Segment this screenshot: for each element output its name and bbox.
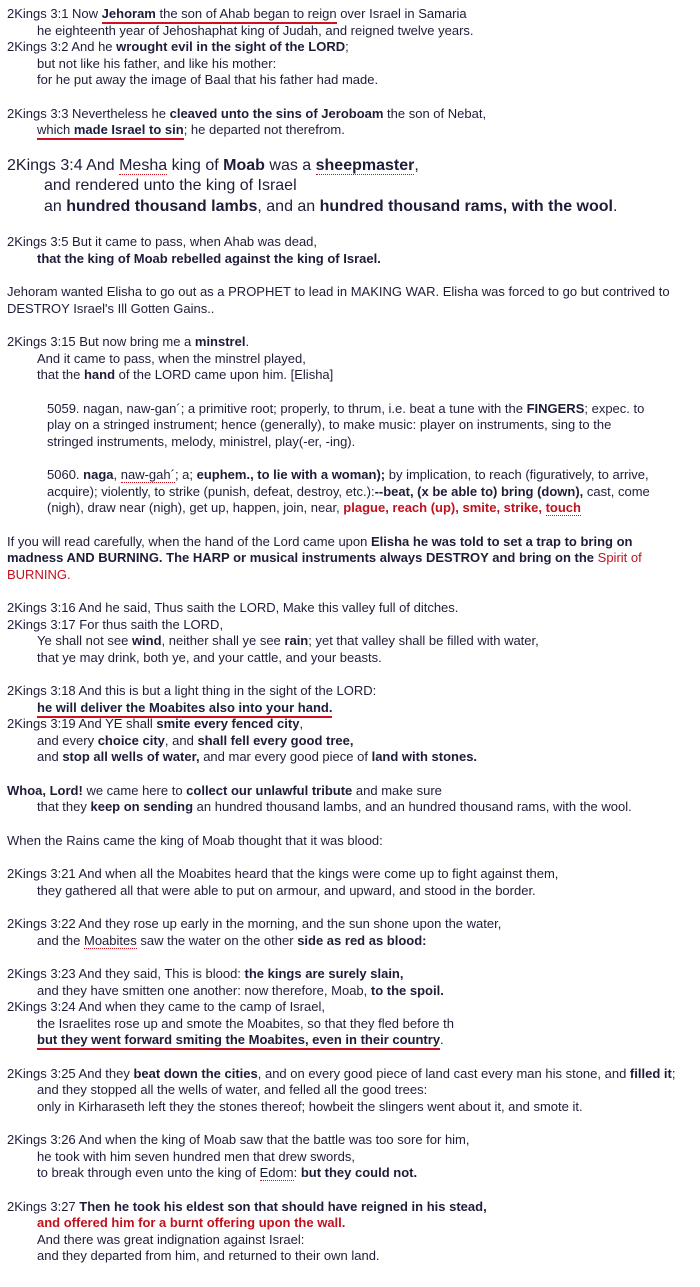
text-segment: over Israel in Samaria: [336, 6, 467, 21]
verse-paragraph: [7, 683, 692, 766]
text-segment: keep on sending: [90, 799, 194, 814]
text-segment: the son of Ahab began to reign: [156, 6, 337, 24]
text-line: [7, 916, 692, 933]
text-line: [47, 401, 652, 451]
text-segment: , and: [164, 732, 198, 748]
text-segment: wind: [131, 633, 162, 648]
text-line: [7, 933, 692, 950]
text-segment: naw-gah´: [120, 467, 175, 482]
text-segment: and they stopped all the wells of water, and felled all the good trees:: [37, 1082, 428, 1097]
text-segment: cleaved unto the sins of Jeroboam: [169, 105, 384, 121]
text-segment: Moab: [223, 156, 265, 174]
text-segment: but not like his father, and like his mother:: [37, 55, 277, 71]
text-line: [7, 799, 692, 816]
text-line: [7, 56, 692, 73]
text-segment: he took with him seven hundred men that drew swords,: [37, 1148, 355, 1164]
text-segment: 2Kings 3:22 And they rose up early in the morning, and the sun shone upon the water,: [7, 916, 502, 931]
text-line: [7, 1032, 692, 1049]
text-line: [7, 351, 692, 368]
verse-paragraph: [7, 156, 692, 218]
text-segment: Edom: [259, 1165, 294, 1180]
text-segment: beat down the cities: [133, 1065, 258, 1081]
text-segment: the Israelites rose up and smote the Moabites, so that they fled before th: [37, 1015, 454, 1031]
text-segment: he eighteenth year of Jehoshaphat king of Judah, and reigned twelve years.: [37, 22, 474, 38]
text-line: [7, 23, 692, 40]
text-segment: by implication, to reach (figuratively, to arrive, acquire); violently, to strike (punish, defeat, destroy, etc.):: [47, 467, 649, 499]
text-line: [7, 334, 692, 351]
text-segment: Elisha he was told to set a trap to bring on madness AND BURNING. The HARP or musical instruments always DESTROY and bring on the: [7, 533, 633, 565]
text-segment: of the LORD came upon him. [Elisha]: [115, 367, 334, 382]
text-line: [7, 122, 692, 139]
text-segment: sheepmaster: [315, 156, 415, 174]
text-segment: And there was great indignation against Israel:: [37, 1231, 305, 1247]
text-line: [7, 617, 692, 634]
text-segment: 2Kings 3:17 For thus saith the LORD,: [7, 616, 224, 632]
text-segment: was a: [264, 156, 316, 174]
text-segment: hundred thousand lambs: [66, 197, 258, 215]
text-line: [7, 700, 692, 717]
text-segment: ,: [299, 716, 304, 731]
verse-paragraph: [7, 600, 692, 666]
text-segment: If you will read carefully, when the hand of the Lord came upon: [7, 533, 371, 549]
text-line: [7, 883, 692, 900]
text-line: [7, 1165, 692, 1182]
verse-paragraph: [7, 1199, 692, 1265]
text-segment: ,: [414, 156, 419, 174]
text-line: [7, 176, 692, 197]
text-segment: And it came to pass, when the minstrel played,: [37, 350, 306, 366]
text-segment: and they have smitten one another: now therefore, Moab,: [37, 982, 371, 998]
text-segment: and offered him for a burnt offering upon the wall.: [37, 1215, 346, 1230]
text-segment: rain: [284, 633, 309, 648]
verse-paragraph: [7, 833, 692, 850]
text-segment: and they departed from him, and returned to their own land.: [37, 1248, 380, 1263]
text-segment: and mar every good piece of: [199, 749, 372, 764]
text-segment: 2Kings 3:26 And when the king of Moab saw that the battle was too sore for him,: [7, 1132, 470, 1147]
text-segment: ; he departed not therefrom.: [183, 122, 345, 137]
text-segment: .: [245, 334, 250, 349]
text-segment: hundred thousand rams, with the wool: [319, 197, 613, 215]
text-segment: smite every fenced city: [156, 716, 300, 731]
text-line: [7, 683, 692, 700]
text-segment: Mesha: [119, 156, 168, 174]
text-segment: , neither shall ye see: [161, 633, 285, 648]
text-segment: cast, come (nigh), draw near (nigh), get up, happen, join, near,: [47, 483, 650, 515]
verse-paragraph: [7, 284, 692, 317]
text-segment: , and an: [257, 197, 320, 215]
text-segment: wrought evil in the sight of the LORD: [116, 39, 346, 54]
text-segment: hand: [83, 367, 116, 382]
text-line: [7, 999, 692, 1016]
text-segment: 2Kings 3:27: [7, 1198, 80, 1214]
text-segment: that the king of Moab rebelled against the king of Israel.: [37, 250, 381, 266]
text-line: [7, 749, 692, 766]
definition-paragraph: [7, 401, 692, 451]
text-segment: When the Rains came the king of Moab thought that it was blood:: [7, 832, 383, 848]
text-line: [7, 733, 692, 750]
text-segment: and the: [37, 932, 84, 948]
text-segment: Whoa, Lord!: [7, 782, 83, 798]
text-segment: made Israel to sin: [74, 122, 184, 140]
text-line: [7, 251, 692, 268]
text-segment: .: [613, 197, 618, 215]
text-line: [7, 600, 692, 617]
text-segment: Jehoram wanted Elisha to go out as a PROPHET to lead in MAKING WAR. Elisha was forced to go but contrived to DESTROY Israel's Ill Gotten Gains..: [7, 284, 670, 316]
text-segment: , and on every good piece of land cast every man his stone, and: [257, 1065, 630, 1081]
text-segment: ; yet that valley shall be filled with water,: [308, 633, 539, 648]
text-segment: to break through even unto the king of: [37, 1165, 260, 1180]
text-line: [7, 983, 692, 1000]
text-segment: 2Kings 3:16 And he said, Thus saith the LORD, Make this valley full of ditches.: [7, 600, 459, 615]
text-line: [7, 72, 692, 89]
text-segment: 2Kings 3:21 And when all the Moabites heard that the kings were come up to fight against them,: [7, 866, 559, 881]
text-segment: that they: [37, 799, 91, 814]
text-segment: and make sure: [352, 782, 442, 798]
text-segment: 5060.: [47, 467, 84, 482]
text-line: [7, 966, 692, 983]
text-segment: ;: [345, 39, 349, 54]
text-segment: choice city: [97, 732, 165, 748]
text-segment: 2Kings 3:2 And he: [7, 39, 117, 54]
verse-paragraph: [7, 1066, 692, 1116]
text-line: [7, 716, 692, 733]
text-segment: ; a;: [174, 467, 197, 482]
text-line: [7, 633, 692, 650]
text-segment: :: [293, 1165, 301, 1180]
text-segment: 2Kings 3:3 Nevertheless he: [7, 105, 170, 121]
text-line: [7, 650, 692, 667]
text-line: [7, 367, 692, 384]
text-line: [7, 234, 692, 251]
text-segment: .: [440, 1032, 444, 1047]
text-line: [7, 284, 692, 317]
text-segment: to the spoil.: [370, 982, 444, 998]
text-line: [7, 197, 692, 218]
text-segment: Jehoram: [102, 6, 156, 24]
text-segment: that the: [37, 367, 84, 382]
text-line: [7, 1099, 692, 1116]
text-segment: 2Kings 3:15 But now bring me a: [7, 334, 195, 349]
text-segment: saw the water on the other: [136, 932, 298, 948]
text-line: [7, 1248, 692, 1265]
text-segment: land with stones.: [371, 749, 478, 764]
verse-paragraph: [7, 866, 692, 899]
text-segment: --beat, (x be able to) bring (down),: [374, 483, 584, 499]
text-line: [7, 1066, 692, 1083]
text-segment: 2Kings 3:4 And: [7, 156, 120, 174]
text-segment: but they could not.: [300, 1165, 418, 1180]
text-segment: 2Kings 3:1 Now: [7, 6, 102, 21]
text-segment: side as red as blood:: [297, 932, 427, 948]
text-segment: only in Kirharaseth left they the stones thereof; howbeit the slingers went about it, and smote it.: [37, 1098, 583, 1114]
text-segment: ,: [113, 467, 121, 482]
text-segment: 2Kings 3:5 But it came to pass, when Ahab was dead,: [7, 234, 318, 249]
text-line: [7, 866, 692, 883]
text-segment: he will deliver the Moabites also into your hand.: [37, 700, 332, 718]
text-segment: ;: [671, 1065, 676, 1081]
verse-paragraph: [7, 534, 692, 584]
text-segment: plague, reach (up), smite, strike,: [343, 500, 546, 515]
text-segment: 2Kings 3:18 And this is but a light thing in the sight of the LORD:: [7, 683, 377, 698]
text-segment: but they went forward smiting the Moabites, even in their country: [37, 1032, 440, 1050]
text-segment: 2Kings 3:23 And they said, This is blood:: [7, 966, 245, 981]
verse-paragraph: [7, 106, 692, 139]
verse-paragraph: [7, 916, 692, 949]
text-line: [7, 1016, 692, 1033]
text-segment: collect our unlawful tribute: [186, 782, 353, 798]
text-line: [7, 1132, 692, 1149]
text-segment: 5059. nagan, naw-gan´; a primitive root; properly, to thrum, i.e. beat a tune with the: [47, 400, 527, 416]
text-segment: minstrel: [194, 334, 246, 349]
text-segment: the kings are surely slain,: [244, 966, 404, 981]
text-line: [7, 1082, 692, 1099]
text-segment: and every: [37, 732, 98, 748]
verse-paragraph: [7, 966, 692, 1049]
text-segment: which: [37, 122, 74, 140]
text-segment: Ye shall not see: [37, 633, 132, 648]
text-segment: FINGERS: [526, 400, 585, 416]
text-segment: ; expec. to play on a stringed instrument; hence (generally), to make music: player on instruments, sing to the stringed instruments, melody, ministrel, play(-er, -ing).: [47, 400, 645, 449]
text-segment: king of: [167, 156, 224, 174]
text-line: [7, 6, 692, 23]
text-segment: filled it: [629, 1065, 672, 1081]
definition-paragraph: [7, 467, 692, 517]
verse-paragraph: [7, 334, 692, 384]
text-segment: we came here to: [82, 782, 187, 798]
text-segment: stop all wells of water,: [62, 749, 200, 764]
text-segment: touch: [545, 500, 581, 515]
text-segment: an: [44, 197, 67, 215]
text-segment: 2Kings 3:19 And YE shall: [7, 716, 157, 731]
text-line: [7, 534, 692, 584]
text-segment: 2Kings 3:25 And they: [7, 1065, 134, 1081]
text-line: [7, 1215, 692, 1232]
text-line: [7, 39, 692, 56]
text-segment: an hundred thousand lambs, and an hundred thousand rams, with the wool.: [193, 799, 632, 814]
text-segment: for he put away the image of Baal that his father had made.: [37, 72, 379, 87]
text-line: [47, 467, 652, 517]
text-line: [7, 156, 692, 177]
verse-paragraph: [7, 234, 692, 267]
text-segment: Then he took his eldest son that should have reigned in his stead,: [79, 1198, 487, 1214]
text-line: [7, 833, 692, 850]
text-line: [7, 1149, 692, 1166]
verse-paragraph: [7, 783, 692, 816]
verse-paragraph: [7, 1132, 692, 1182]
text-segment: they gathered all that were able to put on armour, and upward, and stood in the border.: [37, 882, 536, 898]
text-line: [7, 106, 692, 123]
text-line: [7, 1232, 692, 1249]
text-segment: and: [37, 749, 63, 764]
text-segment: and rendered unto the king of Israel: [44, 177, 297, 194]
text-segment: 2Kings 3:24 And when they came to the camp of Israel,: [7, 999, 325, 1014]
text-segment: Spirit of BURNING.: [7, 550, 642, 582]
text-segment: euphem., to lie with a woman);: [196, 467, 386, 482]
text-segment: that ye may drink, both ye, and your cattle, and your beasts.: [37, 649, 382, 665]
text-segment: Moabites: [84, 932, 137, 948]
text-line: [7, 1199, 692, 1216]
text-segment: naga: [83, 467, 114, 482]
text-line: [7, 783, 692, 800]
text-segment: the son of Nebat,: [383, 105, 487, 121]
verse-paragraph: [7, 6, 692, 89]
text-segment: shall fell every good tree,: [197, 732, 354, 748]
